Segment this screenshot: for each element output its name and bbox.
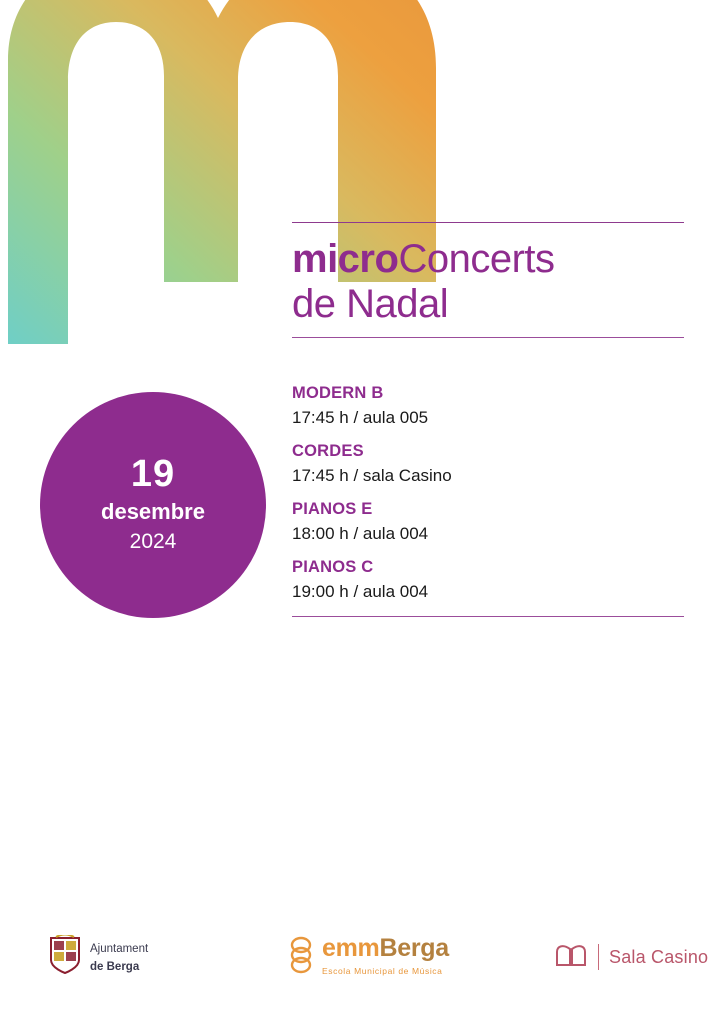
- emm-berga-label: [322, 935, 449, 978]
- divider: [598, 944, 599, 970]
- event-name: PIANOS E: [292, 500, 373, 518]
- date-badge: [40, 392, 266, 618]
- date-month: desembre: [101, 499, 205, 525]
- date-day: 19: [130, 453, 176, 496]
- title-micro: micro: [292, 237, 399, 281]
- event-name: MODERN B: [292, 384, 384, 402]
- list-item: [292, 500, 684, 544]
- ajuntament-label: [90, 939, 148, 976]
- event-detail: 17:45 h / aula 005: [292, 408, 429, 427]
- ajuntament-line1: Ajuntament: [90, 942, 149, 955]
- sala-casino-label: Sala Casino: [609, 946, 709, 967]
- emm-name-dark: Berga: [379, 934, 449, 963]
- emm-berga-spiral-icon: [286, 936, 316, 979]
- ajuntament-de-berga-logo: [48, 934, 148, 980]
- footer: [0, 934, 724, 980]
- emm-subtitle: Escola Municipal de Música: [322, 965, 443, 976]
- berga-coat-of-arms-icon: [48, 935, 82, 980]
- divider-mid: [292, 337, 684, 338]
- event-name: CORDES: [292, 442, 364, 460]
- event-name: PIANOS C: [292, 558, 374, 576]
- sala-casino-book-icon: [554, 942, 588, 973]
- title-block: [292, 222, 684, 338]
- title-de-nadal: de Nadal: [292, 281, 449, 326]
- schedule-list: [292, 366, 684, 617]
- ajuntament-line2: de Berga: [90, 961, 140, 973]
- emm-name-light: emm: [322, 934, 380, 963]
- page-title: [292, 223, 684, 337]
- emm-berga-logo: [286, 934, 449, 980]
- list-item: [292, 558, 684, 602]
- event-detail: 18:00 h / aula 004: [292, 524, 429, 543]
- title-concerts: Concerts: [398, 237, 555, 281]
- list-item: [292, 442, 684, 486]
- event-detail: 19:00 h / aula 004: [292, 582, 429, 601]
- list-item: [292, 384, 684, 428]
- sala-casino-logo: [554, 934, 708, 980]
- date-year: 2024: [129, 530, 177, 554]
- event-detail: 17:45 h / sala Casino: [292, 466, 452, 485]
- divider-bottom: [292, 616, 684, 617]
